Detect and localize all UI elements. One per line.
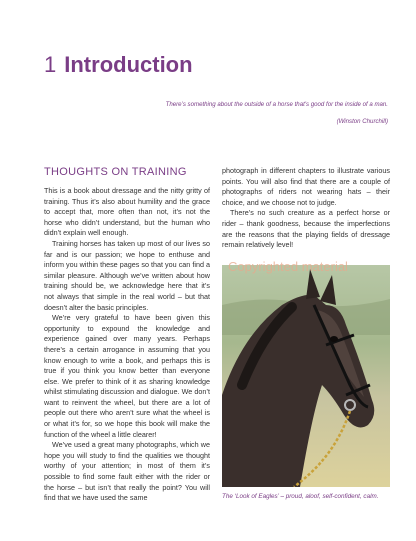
paragraph: We’re very grateful to have been given this opportunity to expound the knowledge and experience gained over many years. Perhaps there’s a certain arrogance in assuming that you know enough to write a book, and perhaps this is true if you think you know better than everyone else. We prefer to think of it as sharing knowledge whilst stimulating discussion and dialogue. We don’t want to reinvent the wheel, but there are a lot of people out there who aren’t sure what the wheel is or what it’s for, so we hope this book will make the function of the wheel a little clearer! xyxy=(44,313,210,439)
photo-caption: The ‘Look of Eagles’ – proud, aloof, self-confident, calm. xyxy=(222,493,379,500)
paragraph: This is a book about dressage and the nitty gritty of training. Thus it’s also about humility and the grace to accept that, more often than not, it’s not the horse who didn’t understand, but the human who didn’t explain well enough. xyxy=(44,186,210,238)
epigraph-attribution: (Winston Churchill) xyxy=(336,118,388,125)
chapter-heading xyxy=(44,52,193,78)
left-column xyxy=(44,186,210,504)
paragraph: We’ve used a great many photographs, which we hope you will study to find the qualities we thought worthy of your attention; in most of them it’s possible to find some fault either with the rider or the horse – but isn’t that really the point? You will find that we have used the same xyxy=(44,440,210,503)
paragraph: There’s no such creature as a perfect horse or rider – thank goodness, because the imperfections are the reasons that the playing fields of dressage remain relatively level! xyxy=(222,208,390,250)
right-column xyxy=(222,166,390,251)
epigraph-quote: There’s something about the outside of a horse that’s good for the inside of a man. xyxy=(165,101,388,108)
epigraph xyxy=(58,96,388,130)
chapter-title: Introduction xyxy=(64,52,193,77)
chapter-number: 1 xyxy=(44,52,57,77)
horse-head-illustration xyxy=(222,265,390,487)
paragraph: photograph in different chapters to illustrate various points. You will also find that there are a couple of photographs of riders not wearing hats – their choice, and we choose not to judge. xyxy=(222,166,390,207)
paragraph: Training horses has taken up most of our lives so far and is our passion; we hope to enthuse and inform you within these pages so that you can find a similar pleasure. Although we’ve written about how training should be, we acknowledge here that it’s not always that simple in the real world – but that doesn’t alter the basic principles. xyxy=(44,238,210,312)
watermark: Copyrighted material xyxy=(228,259,348,274)
section-title: THOUGHTS ON TRAINING xyxy=(44,166,187,178)
horse-photo xyxy=(222,265,390,487)
